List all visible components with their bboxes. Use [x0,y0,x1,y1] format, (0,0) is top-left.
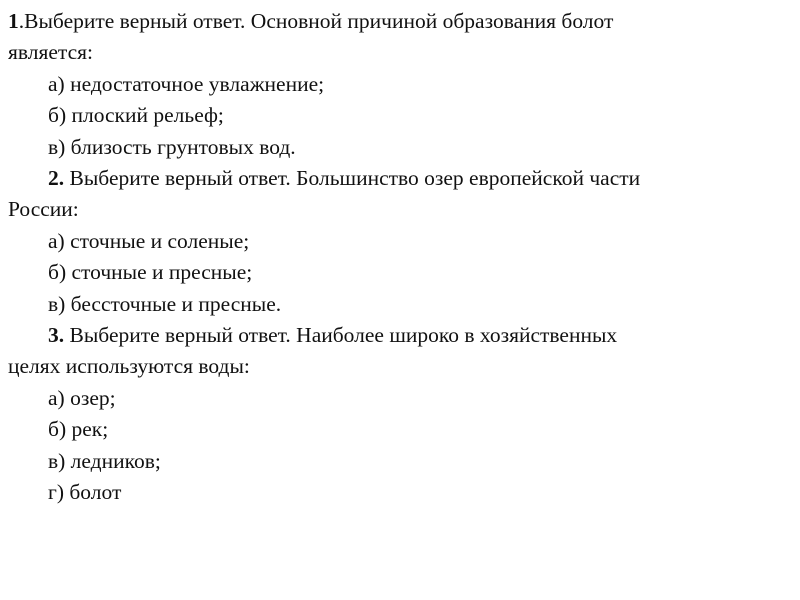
question-number: 2. [48,166,65,191]
quiz-document [8,6,792,509]
answer-option: г) болот [48,480,122,505]
answer-option: в) близость грунтовых вод. [48,134,296,159]
question-1-prompt [8,6,792,37]
question-2-prompt [8,163,792,194]
answer-option: б) плоский рельеф; [48,103,224,128]
question-number: 1 [8,9,19,33]
question-3-prompt-continued: целях используются воды: [8,354,250,379]
question-3-prompt [8,320,792,351]
question-1-prompt-continued: является: [8,40,93,65]
question-number: 3. [48,323,65,348]
answer-option: а) сточные и соленые; [48,228,250,253]
answer-option: а) озер; [48,385,116,410]
answer-option: а) недостаточное увлажнение; [48,71,325,96]
answer-option: в) бессточные и пресные. [48,291,282,316]
answer-option: б) рек; [48,417,109,442]
question-text: Выберите верный ответ. Наиболее широко в хозяйственных [64,323,618,348]
question-text: Выберите верный ответ. Большинство озер европейской части [64,166,641,191]
answer-option: б) сточные и пресные; [48,260,253,285]
answer-option: в) ледников; [48,448,161,473]
question-text: .Выберите верный ответ. Основной причиной образования болот [18,9,614,33]
question-2-prompt-continued: России: [8,197,79,222]
